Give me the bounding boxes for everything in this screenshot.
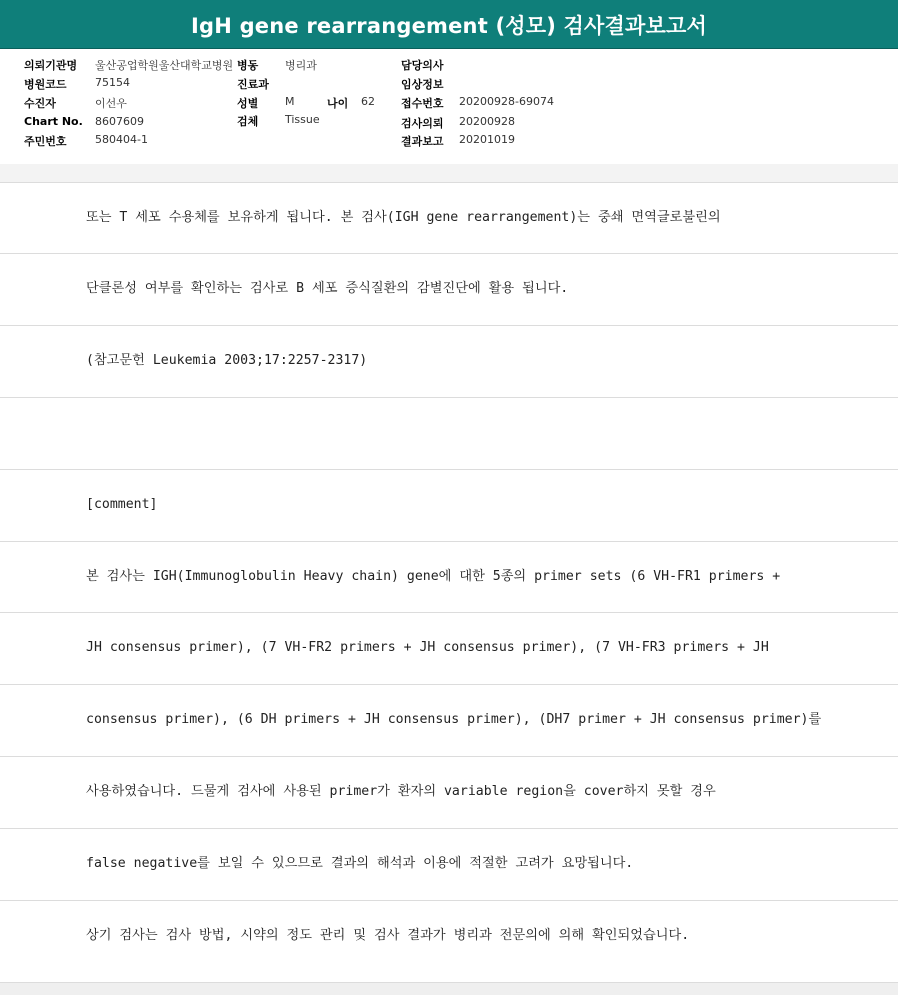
report-line xyxy=(0,900,898,971)
report-line-text: false negative를 보일 수 있으므로 결과의 해석과 이용에 적절한 고려가 요망됩니다. xyxy=(86,856,634,871)
age-value: 62 xyxy=(361,95,375,108)
receipt-label: 접수번호 xyxy=(401,97,444,110)
report-line xyxy=(0,397,898,468)
report-line xyxy=(0,182,898,253)
id-value: 580404-1 xyxy=(95,133,148,146)
report-date-label: 결과보고 xyxy=(401,135,444,148)
report-line-text: 본 검사는 IGH(Immunoglobulin Heavy chain) gene에 대한 5종의 primer sets (6 VH-FR1 primers + xyxy=(86,569,781,584)
report-line-text: [comment] xyxy=(86,497,158,512)
report-line xyxy=(0,828,898,899)
patient-label: 수진자 xyxy=(24,97,56,110)
report-line xyxy=(0,469,898,540)
specimen-value: Tissue xyxy=(285,113,320,126)
report-line-text: consensus primer), (6 DH primers + JH consensus primer), (DH7 primer + JH consensus primer)를 xyxy=(86,712,822,727)
report-line xyxy=(0,325,898,396)
receipt-value: 20200928-69074 xyxy=(459,95,554,108)
id-label: 주민번호 xyxy=(24,135,67,148)
report-line xyxy=(0,253,898,324)
report-line xyxy=(0,684,898,755)
ward-label: 병동 xyxy=(237,59,259,72)
department-label: 진료과 xyxy=(237,78,269,91)
institution-label: 의뢰기관명 xyxy=(24,59,78,72)
chart-no-value: 8607609 xyxy=(95,115,144,128)
report-line-text: JH consensus primer), (7 VH-FR2 primers + JH consensus primer), (7 VH-FR3 primers + JH xyxy=(86,640,769,655)
clinical-info-label: 임상정보 xyxy=(401,78,444,91)
section-gap xyxy=(0,164,898,182)
sex-label: 성별 xyxy=(237,97,259,110)
report-date-value: 20201019 xyxy=(459,133,515,146)
specimen-label: 검체 xyxy=(237,115,259,128)
hospital-code-value: 75154 xyxy=(95,76,130,89)
patient-info-panel xyxy=(0,49,898,165)
report-line xyxy=(0,541,898,612)
report-line-text: 사용하였습니다. 드물게 검사에 사용된 primer가 환자의 variable region을 cover하지 못할 경우 xyxy=(86,784,716,799)
hospital-code-label: 병원코드 xyxy=(24,78,67,91)
request-label: 검사의뢰 xyxy=(401,117,444,130)
request-value: 20200928 xyxy=(459,115,515,128)
patient-value: 이선우 xyxy=(95,97,127,110)
report-line-text: (참고문헌 Leukemia 2003;17:2257-2317) xyxy=(86,353,368,368)
institution-value: 울산공업학원울산대학교병원 xyxy=(95,59,234,72)
report-title: IgH gene rearrangement (성모) 검사결과보고서 xyxy=(191,14,707,38)
doctor-label: 담당의사 xyxy=(401,59,444,72)
report-line xyxy=(0,612,898,683)
report-line xyxy=(0,756,898,827)
report-header xyxy=(0,0,898,49)
report-line-text: 또는 T 세포 수용체를 보유하게 됩니다. 본 검사(IGH gene rearrangement)는 중쇄 면역글로불린의 xyxy=(86,210,721,225)
bottom-scroll-area[interactable] xyxy=(0,982,898,995)
chart-no-label: Chart No. xyxy=(24,115,83,128)
report-line-text: 단클론성 여부를 확인하는 검사로 B 세포 증식질환의 감별진단에 활용 됩니다. xyxy=(86,281,569,296)
report-line-text: 상기 검사는 검사 방법, 시약의 정도 관리 및 검사 결과가 병리과 전문의에 의해 확인되었습니다. xyxy=(86,928,690,943)
sex-value: M xyxy=(285,95,295,108)
age-label: 나이 xyxy=(327,97,349,110)
ward-value: 병리과 xyxy=(285,59,317,72)
